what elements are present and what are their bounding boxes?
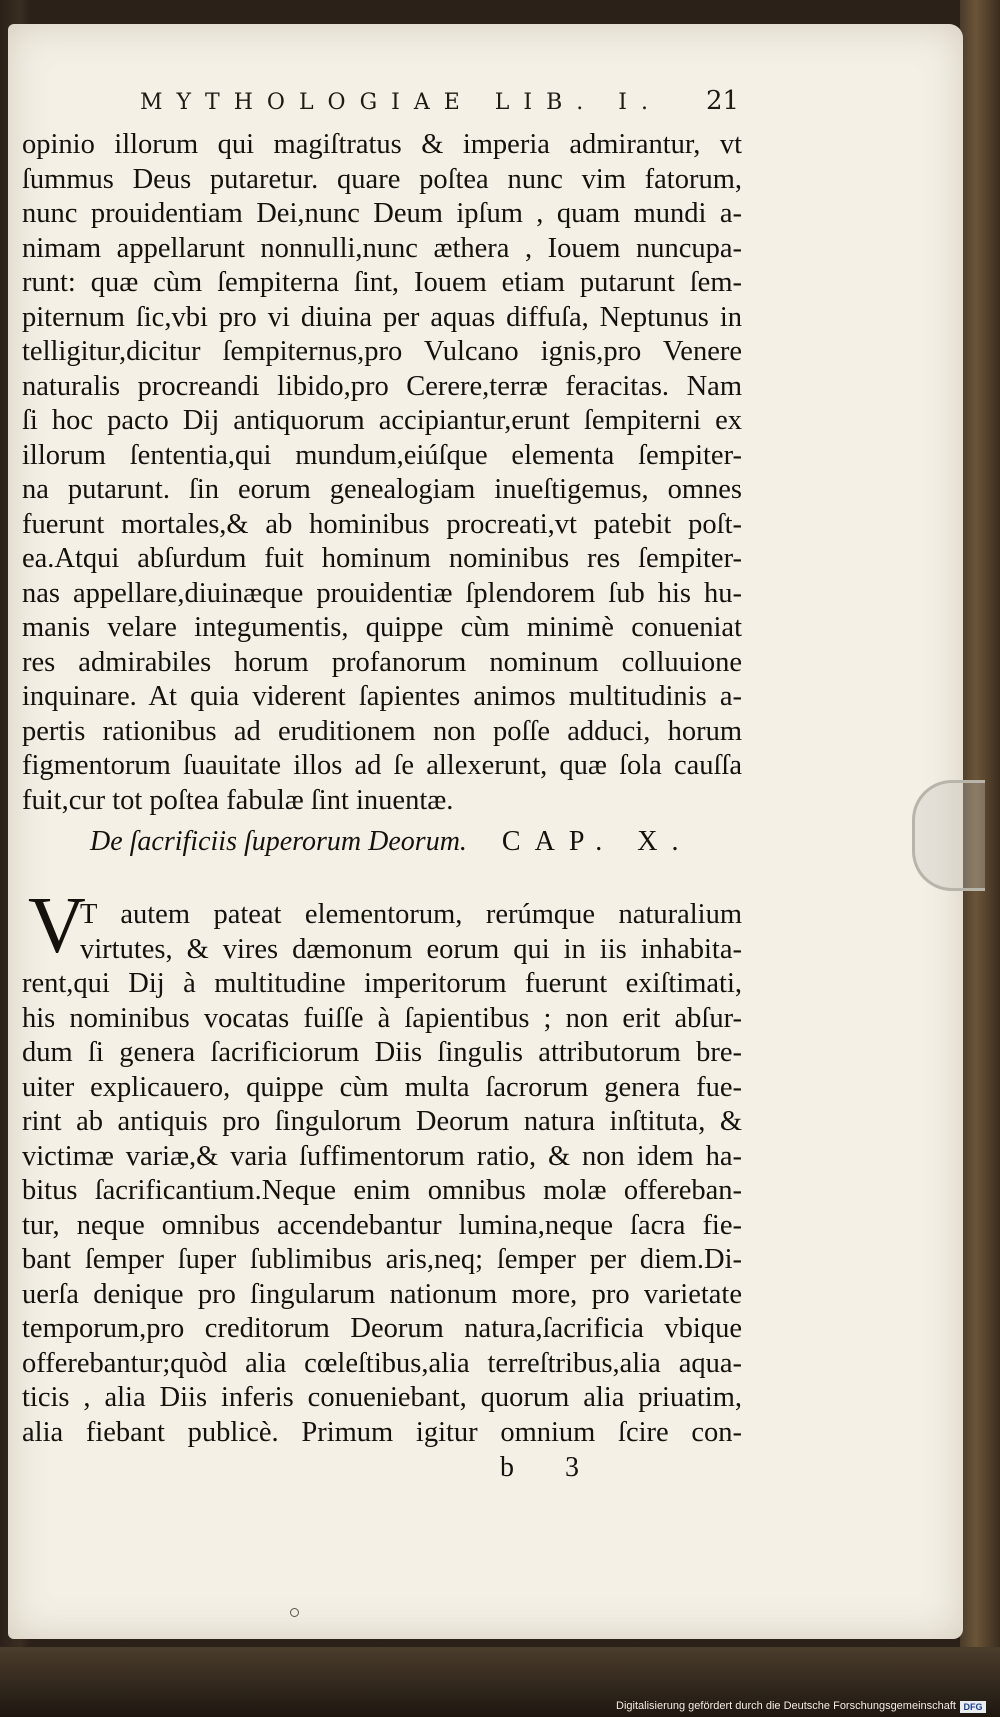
text-line: ſummus Deus putaretur. quare poſtea nunc vim fatorum, bbox=[22, 163, 742, 195]
text-line: ea.Atqui abſurdum fuit hominum nominibus res ſempiter- bbox=[22, 543, 742, 574]
text-line: rint ab antiquis pro ſingulorum Deorum natura inſtituta, & bbox=[22, 1106, 742, 1137]
text-line: bant ſemper ſuper ſublimibus aris,neq; ſemper per diem.Di- bbox=[22, 1244, 742, 1275]
text-line: pertis rationibus ad eruditionem non poſſe adduci, horum bbox=[22, 715, 742, 747]
text-line: T autem pateat elementorum, rerúmque naturalium bbox=[80, 899, 742, 930]
chapter-number: CAP. X. bbox=[501, 826, 693, 857]
text-line: runt: quæ cùm ſempiterna ſint, Iouem etiam putarunt ſem- bbox=[22, 267, 742, 298]
text-line: manis velare integumentis, quippe cùm minimè conueniat bbox=[22, 612, 742, 643]
text-line: opinio illorum qui magiſtratus & imperia admirantur, vt bbox=[22, 129, 742, 160]
paragraph-2 bbox=[22, 898, 742, 1450]
text-line: uiter explicauero, quippe cùm multa ſacrorum genera fue- bbox=[22, 1071, 742, 1103]
text-line: piternum ſic,vbi pro vi diuina per aquas diffuſa, Neptunus in bbox=[22, 301, 742, 333]
text-line: res admirabiles horum profanorum nominum colluuione bbox=[22, 646, 742, 678]
drop-initial: V bbox=[28, 882, 86, 970]
text-line: alia fiebant publicè. Primum igitur omnium ſcire con- bbox=[22, 1416, 742, 1448]
text-line: victimæ variæ,& varia ſuffimentorum ratio, & non idem ha- bbox=[22, 1140, 742, 1172]
text-line: virtutes, & vires dæmonum eorum qui in iis inhabita- bbox=[80, 933, 742, 965]
chapter-title: De ſacrificiis ſuperorum Deorum. bbox=[90, 826, 467, 857]
text-line: fuerunt mortales,& ab hominibus procreati,vt patebit poſt- bbox=[22, 508, 742, 540]
digitization-credit: Digitalisierung gefördert durch die Deutsche Forschungsgemeinschaft bbox=[616, 1700, 956, 1712]
paragraph-1 bbox=[22, 128, 742, 818]
text-line: nunc prouidentiam Dei,nunc Deum ipſum , quam mundi a- bbox=[22, 198, 742, 229]
text-line: bitus ſacrificantium.Neque enim omnibus molæ offereban- bbox=[22, 1175, 742, 1206]
text-line: his nominibus vocatas fuiſſe à ſapientibus ; non erit abſur- bbox=[22, 1002, 742, 1034]
paper-blemish bbox=[290, 1608, 299, 1617]
chapter-heading bbox=[90, 826, 750, 858]
text-line: dum ſi genera ſacrificiorum Diis ſingulis attributorum bre- bbox=[22, 1037, 742, 1068]
text-line: tur, neque omnibus accendebantur lumina,neque ſacra fie- bbox=[22, 1209, 742, 1241]
page-number: 21 bbox=[706, 86, 740, 116]
text-line: ſi hoc pacto Dij antiquorum accipiantur,erunt ſempiterni ex bbox=[22, 405, 742, 436]
text-line: illorum ſententia,qui mundum,eiúſque elementa ſempiter- bbox=[22, 439, 742, 471]
text-line: uerſa denique pro ſingularum nationum more, pro varietate bbox=[22, 1278, 742, 1310]
text-line: telligitur,dicitur ſempiternus,pro Vulcano ignis,pro Venere bbox=[22, 336, 742, 367]
running-head: MYTHOLOGIAE LIB. I. bbox=[140, 90, 662, 115]
text-line: nimam appellarunt nonnulli,nunc æthera , Iouem nuncupa- bbox=[22, 232, 742, 264]
text-line: ticis , alia Diis inferis conueniebant, quorum alia priuatim, bbox=[22, 1382, 742, 1413]
text-line: figmentorum ſuauitate illos ad ſe allexerunt, quæ ſola cauſſa bbox=[22, 750, 742, 781]
text-line: inquinare. At quia viderent ſapientes animos multitudinis a- bbox=[22, 681, 742, 712]
text-line: na putarunt. ſin eorum genealogiam inueſtigemus, omnes bbox=[22, 474, 742, 505]
text-line: offerebantur;quòd alia cœleſtibus,alia terreſtribus,alia aqua- bbox=[22, 1347, 742, 1379]
text-line: rent,qui Dij à multitudine imperitorum fuerunt exiſtimati, bbox=[22, 968, 742, 999]
text-line: temporum,pro creditorum Deorum natura,ſacrificia vbique bbox=[22, 1313, 742, 1344]
signature-mark: b 3 bbox=[500, 1452, 601, 1483]
text-line: naturalis procreandi libido,pro Cerere,terræ feracitas. Nam bbox=[22, 370, 742, 402]
text-line: nas appellare,diuinæque prouidentiæ ſplendorem ſub his hu- bbox=[22, 577, 742, 609]
page-clip bbox=[912, 780, 985, 891]
dfg-logo: DFG bbox=[960, 1701, 986, 1713]
text-line: fuit,cur tot poſtea fabulæ ſint inuentæ. bbox=[22, 784, 454, 816]
